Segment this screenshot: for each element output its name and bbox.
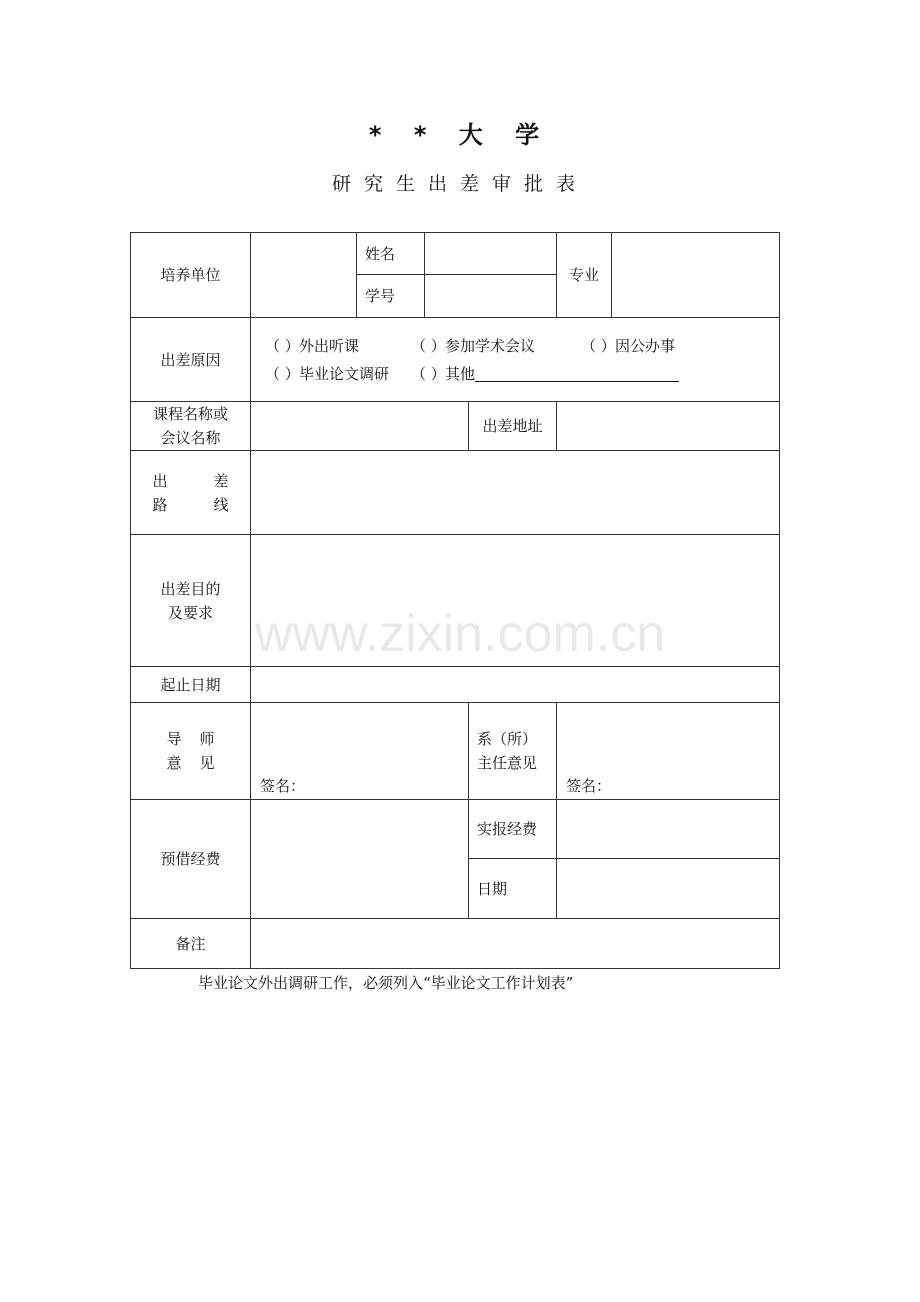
address-label: 出差地址 [469,402,557,451]
checkbox-paren: （ ） [265,336,300,355]
course-name-field[interactable] [251,402,469,451]
name-label: 姓名 [357,233,425,275]
major-field[interactable] [612,233,780,318]
checkbox-paren: （ ） [411,364,446,383]
advisor-opinion-field[interactable] [251,703,469,800]
advisor-signature-label: 签名： [260,777,306,795]
dates-label: 起止日期 [131,667,251,703]
purpose-label [131,535,251,667]
training-unit-label: 培养单位 [131,233,251,318]
advisor-label-char: 师 [199,730,215,748]
student-id-field[interactable] [425,275,557,318]
reason-row-1 [265,332,779,360]
dept-opinion-label [469,703,557,800]
route-label-char: 差 [213,471,229,490]
date-field[interactable] [557,859,780,919]
option-course-label: 外出听课 [299,336,360,355]
option-other-label: 其他 [445,364,476,383]
advisor-label-line1 [167,727,215,751]
option-other[interactable] [411,360,679,388]
route-label-char: 路 [152,495,168,514]
advisor-opinion-label [131,703,251,800]
purpose-field[interactable] [251,535,780,667]
advance-funds-field[interactable] [251,800,469,919]
address-field[interactable] [557,402,780,451]
route-label-line2 [153,493,229,517]
name-field[interactable] [425,233,557,275]
training-unit-field[interactable] [251,233,357,318]
purpose-label-line1: 出差目的 [160,579,221,598]
dept-signature-label: 签名： [566,777,612,795]
course-name-label [131,402,251,451]
option-thesis-research[interactable] [265,360,411,388]
option-course[interactable] [265,332,411,360]
advisor-label-line2 [167,751,215,775]
travel-approval-form [130,232,780,969]
remarks-field[interactable] [251,919,780,969]
checkbox-paren: （ ） [411,336,446,355]
option-conference-label: 参加学术会议 [445,336,536,355]
option-thesis-research-label: 毕业论文调研 [299,364,390,383]
route-label-char: 线 [213,495,229,514]
advisor-label-char: 导 [166,730,182,748]
purpose-label-line2: 及要求 [167,603,213,622]
course-name-label-line1: 课程名称或 [152,405,228,423]
date-label: 日期 [469,859,557,919]
advisor-label-char: 意 [166,754,182,772]
option-official-label: 因公办事 [615,336,676,355]
route-field[interactable] [251,451,780,535]
footnote: 毕业论文外出调研工作，必须列入“毕业论文工作计划表” [198,974,574,992]
other-blank-line[interactable] [475,363,679,382]
major-label: 专业 [557,233,612,318]
course-name-label-line2: 会议名称 [160,429,221,447]
advance-funds-label: 预借经费 [131,800,251,919]
dates-field[interactable] [251,667,780,703]
route-label [131,451,251,535]
route-label-line1 [153,469,229,493]
reason-options [251,318,780,402]
watermark: www.zixin.com.cn [254,605,666,663]
remarks-label: 备注 [131,919,251,969]
student-id-label: 学号 [357,275,425,318]
reason-label: 出差原因 [131,318,251,402]
advisor-label-char: 见 [199,754,215,772]
reason-row-2 [265,360,779,388]
university-title: * * 大 学 [368,121,552,149]
dept-opinion-field[interactable] [557,703,780,800]
actual-expense-field[interactable] [557,800,780,859]
form-subtitle: 研究生出差审批表 [331,173,588,195]
route-label-char: 出 [152,471,168,490]
dept-label-line2: 主任意见 [477,754,538,772]
dept-label-line1: 系（所） [477,730,538,748]
option-official[interactable] [581,332,675,360]
option-conference[interactable] [411,332,581,360]
actual-expense-label: 实报经费 [469,800,557,859]
checkbox-paren: （ ） [581,336,616,355]
checkbox-paren: （ ） [265,364,300,383]
